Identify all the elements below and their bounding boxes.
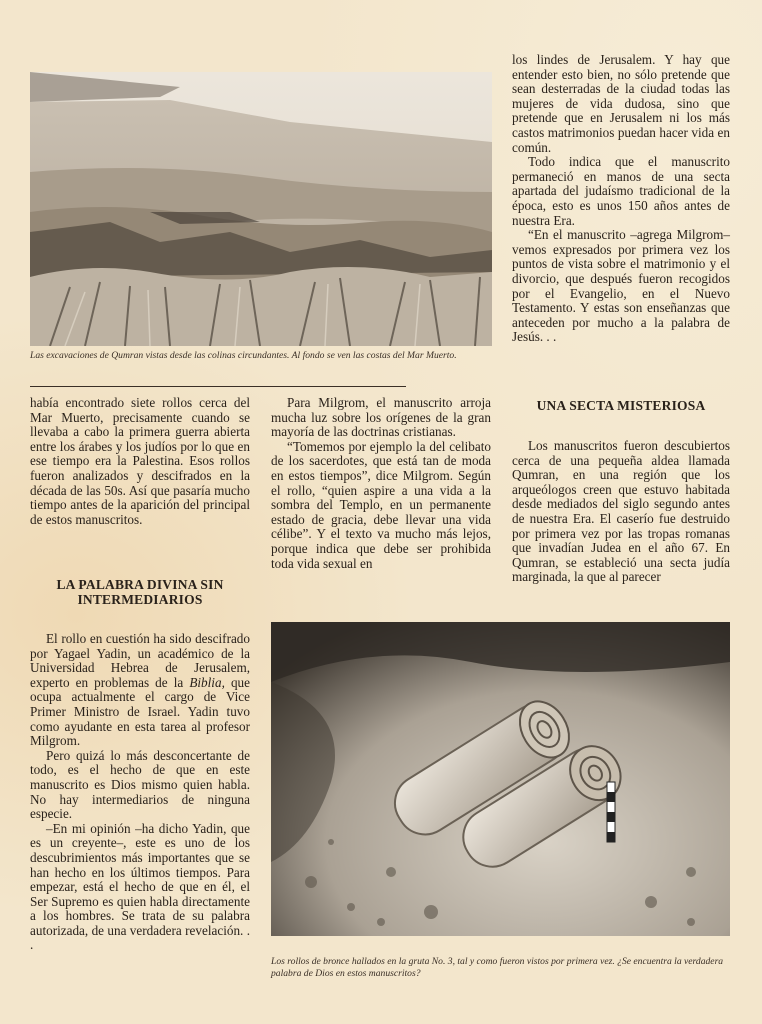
top-divider	[30, 386, 406, 387]
paragraph: –En mi opinión –ha dicho Yadin, que es un creyente–, este es uno de los descubrimientos más importantes que se han hecho en los últimos tiempos. Para empezar, está el hecho de que en él, el Ser Supremo es quien habla directamente a los hombres. Se trata de su palabra autorizada, de una verdadera revelación. . .	[30, 820, 250, 953]
bottom-photo-caption: Los rollos de bronce hallados en la gruta No. 3, tal y como fueron vistos por primera vez. ¿Se encuentra la verdadera palabra de Dios en estos manuscritos?	[271, 956, 724, 979]
paragraph: “Tomemos por ejemplo la del celibato de los sacerdotes, que está tan de moda en estos tiempos”, dice Milgrom. Según el rollo, “quien aspire a una vida a la sombra del Templo, en un permanente estado de gracia, debe llevar una vida célibe”. Y el texto va mucho más lejos, porque indica que debe ser prohibida toda vida sexual en	[271, 438, 491, 571]
qumran-landscape-photo	[30, 72, 492, 346]
paragraph: Los manuscritos fueron descubiertos cerca de una pequeña aldea llamada Qumran, en una región que los arqueólogos creen que estuvo habitada desde mediados del siglo segundo antes de nuestra Era. El caserío fue destruido por primera vez por las tropas romanas que invadían Judea en el año 67. En Qumran, se estableció una secta judía marginada, la que al parecer	[512, 438, 730, 585]
middle-column-text	[271, 396, 491, 571]
top-photo-caption: Las excavaciones de Qumran vistas desde las colinas circundantes. Al fondo se ven las costas del Mar Muerto.	[30, 350, 457, 361]
section-heading-secta-misteriosa: UNA SECTA MISTERIOSA	[536, 398, 706, 413]
paragraph: Para Milgrom, el manuscrito arroja mucha luz sobre los orígenes de la gran mayoría de las doctrinas cristianas.	[271, 395, 491, 440]
paragraph: había encontrado siete rollos cerca del Mar Muerto, precisamente cuando se llevaba a cabo la primera guerra abierta entre los árabes y los judíos por lo que en ese tiempo era la Palestina. Esos rollos fueron analizados y descifrados en la década de las 50s. Así que pasaría mucho tiempo antes de la aparición del principal de estos manuscritos.	[30, 395, 250, 527]
left-column-text-2	[30, 632, 250, 953]
paragraph: Pero quizá lo más desconcertante de todo, es el hecho de que en este manuscrito es Dios mismo quien habla. No hay intermediarios de ninguna especie.	[30, 747, 250, 822]
right-column-bottom	[512, 439, 730, 585]
right-column-top	[512, 53, 730, 345]
section-heading-palabra-divina: LA PALABRA DIVINA SIN INTERMEDIARIOS	[56, 577, 224, 607]
qumran-landscape-image	[30, 72, 492, 346]
paragraph: los lindes de Jerusalem. Y hay que entender esto bien, no sólo pretende que sean desterradas de la ciudad todas las mujeres de vida dudosa, sino que pretende que en Jerusalem ni los más castos matrimonios puedan hacer vida en común.	[512, 52, 730, 155]
bronze-scrolls-photo	[271, 622, 730, 936]
paragraph: El rollo en cuestión ha sido descifrado por Yagael Yadin, un académico de la Universidad Hebrea de Jerusalem, experto en problemas de la Biblia, que ocupa actualmente el cargo de Vice Primer Ministro de Israel. Yadin tuvo como ayudante en esta tarea al profesor Milgrom.	[30, 631, 251, 749]
paragraph: Todo indica que el manuscrito permaneció en manos de una secta apartada del judaísmo tradicional de la época, esto es unos 150 años antes de nuestra Era.	[512, 154, 730, 228]
scale-bar-icon	[607, 782, 615, 842]
left-column-text	[30, 396, 250, 527]
bronze-scrolls-image	[271, 622, 730, 936]
paragraph: “En el manuscrito –agrega Milgrom– vemos expresados por primera vez los puntos de vista sobre el matrimonio y el divorcio, que después fueron recogidos por el Evangelio, en el Nuevo Testamento. Y estas son enseñanzas que anteceden por mucho a la palabra de Jesús. . .	[512, 227, 730, 345]
